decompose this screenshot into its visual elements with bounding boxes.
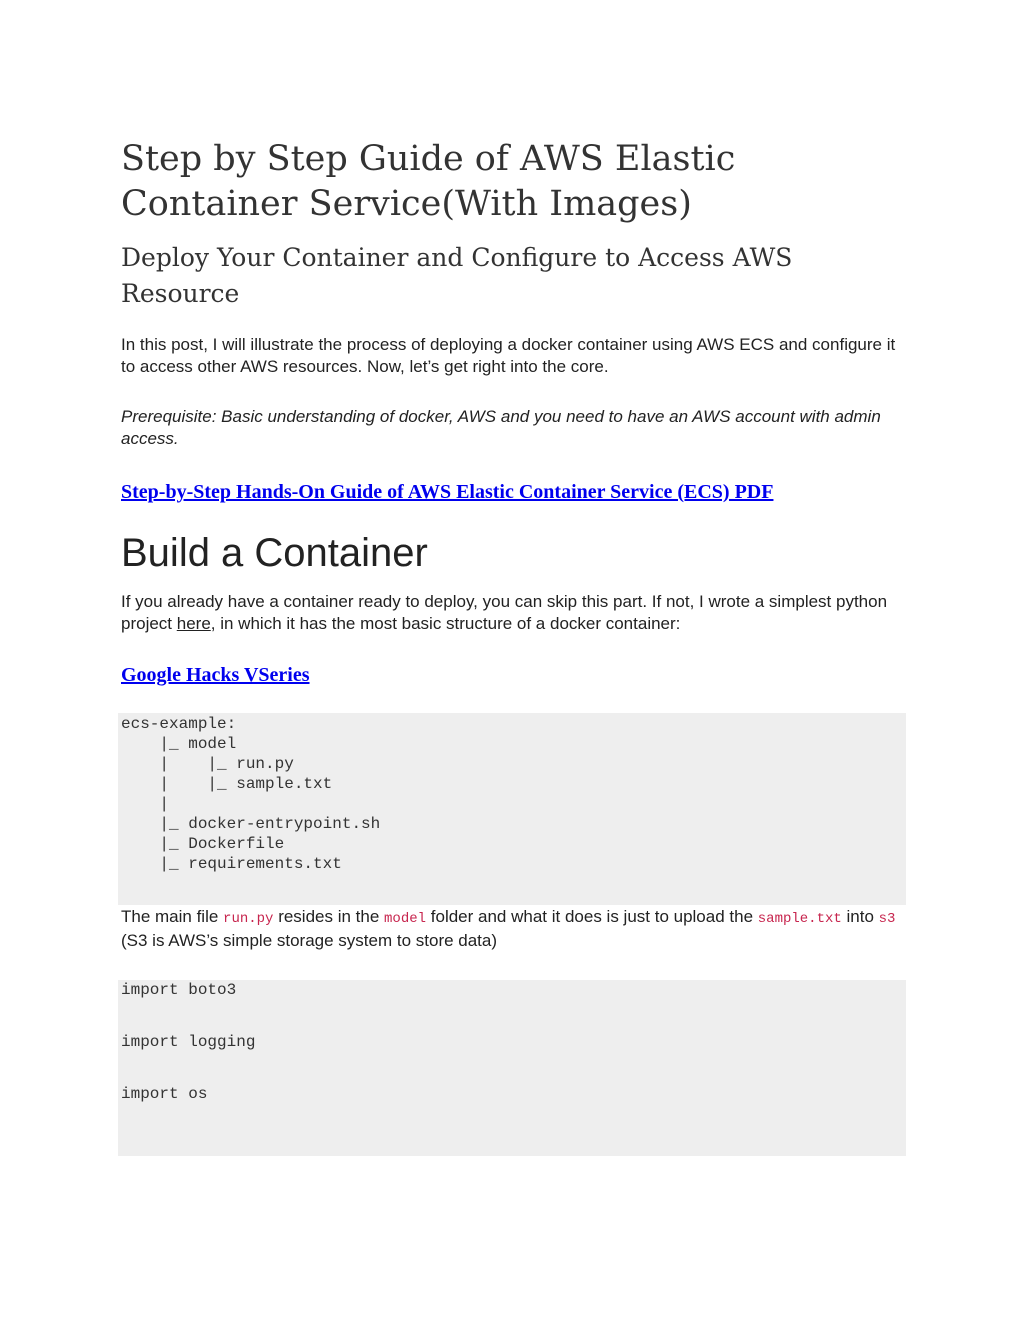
code-line: |_ model <box>121 735 237 753</box>
inline-code-model: model <box>384 911 427 927</box>
code-line: ecs-example: <box>121 715 237 733</box>
text-segment: into <box>841 907 879 926</box>
build-paragraph <box>121 591 906 635</box>
project-tree-code-block <box>118 713 906 905</box>
build-text-before: If you already have a container ready to deploy, you can skip this part. If not, I wrote a simplest python project <box>121 592 888 633</box>
text-segment: The main file <box>121 907 224 926</box>
prerequisite-paragraph: Prerequisite: Basic understanding of docker, AWS and you need to have an AWS account with admin access. <box>121 407 881 448</box>
inline-code-sample-txt: sample.txt <box>757 911 842 927</box>
code-line: import os <box>121 1085 208 1103</box>
inline-code-s3: s3 <box>878 911 896 927</box>
code-line: | |_ run.py <box>121 755 294 773</box>
code-line: | <box>121 795 170 813</box>
pdf-guide-link[interactable]: Step-by-Step Hands-On Guide of AWS Elastic Container Service (ECS) PDF <box>121 481 774 503</box>
build-text-after: , in which it has the most basic structure of a docker container: <box>210 614 681 633</box>
code-line: import logging <box>121 1033 256 1051</box>
code-line: |_ docker-entrypoint.sh <box>121 815 381 833</box>
build-container-heading: Build a Container <box>121 531 428 575</box>
article-title: Step by Step Guide of AWS Elastic Container Service(With Images) <box>121 139 736 224</box>
google-hacks-link[interactable]: Google Hacks VSeries <box>121 664 310 686</box>
intro-paragraph: In this post, I will illustrate the process of deploying a docker container using AWS ECS and configure it to access other AWS resources. Now, let’s get right into the core. <box>121 335 896 376</box>
text-segment: folder and what it does is just to upload the <box>426 907 758 926</box>
code-line: import boto3 <box>121 981 237 999</box>
code-line: |_ Dockerfile <box>121 835 285 853</box>
here-link[interactable]: here <box>176 614 211 633</box>
text-segment: (S3 is AWS’s simple storage system to store data) <box>121 931 498 950</box>
code-line: |_ requirements.txt <box>121 855 342 873</box>
text-segment: resides in the <box>273 907 385 926</box>
article-subtitle: Deploy Your Container and Configure to Access AWS Resource <box>121 243 793 308</box>
inline-code-run-py: run.py <box>223 911 274 927</box>
code-line: | |_ sample.txt <box>121 775 333 793</box>
main-file-paragraph <box>121 906 906 952</box>
imports-code-block <box>118 980 906 1156</box>
